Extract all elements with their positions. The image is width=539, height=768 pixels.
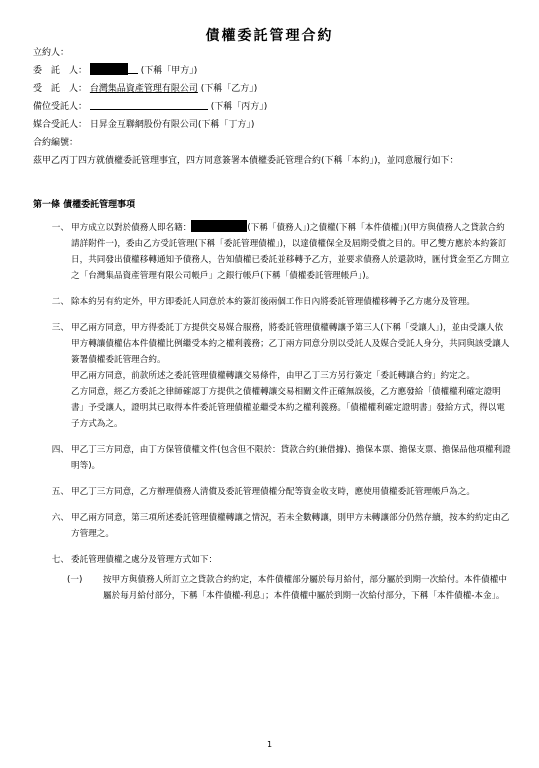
item-number: 一、 <box>51 223 69 233</box>
contract-no-label: 合約編號： <box>33 138 79 148</box>
item-paragraph: 甲乙兩方同意，甲方得委託丁方提供交易媒合服務，將委託管理債權轉讓予第三人(下稱「受讓人」)，並由受讓人依甲方轉讓債權佔本件債權比例繼受本約之權利義務；乙丁兩方同意分別以受託人及媒合受託人身分，共同與該受讓人簽署債權委託管理合約。 <box>71 323 510 365</box>
debtor-name-redacted <box>191 220 247 232</box>
platform-name: 日昇金互聯網股份有限公司(下稱「丁方」) <box>89 120 255 130</box>
item-paragraph: 乙方同意，經乙方委託之律師確認丁方提供之債權轉讓交易相關文件正確無誤後，乙方應發給「債權權利確定證明書」予受讓人，證明其已取得本件委託管理債權並繼受本約之權利義務。「債權權利確定證明書」發給方式，得以電子方式為之。 <box>71 387 505 429</box>
item-number: 七、 <box>51 555 69 565</box>
list-item <box>33 220 511 284</box>
item-number: 三、 <box>51 323 69 333</box>
item-number: 二、 <box>51 297 69 307</box>
item-paragraph: 甲乙丁三方同意，由丁方保管債權文件(包含但不限於：貸款合約(兼借據)、擔保本票、擔保支票、擔保品他項權利證明等)。 <box>71 445 511 471</box>
item-text-part: 甲方成立以對於債務人即名籍： <box>71 223 192 233</box>
document-title: 債權委託管理合約 <box>205 28 334 44</box>
item-text <box>71 220 511 284</box>
item-paragraph: 甲乙兩方同意，第三項所述委託管理債權轉讓之情況，若未全數轉讓，則甲方未轉讓部分仍然存續，按本約約定由乙方管理之。 <box>71 513 510 539</box>
parties-block <box>33 44 513 152</box>
list-item <box>33 484 511 500</box>
trustee-name: 台灣集品資產管理有限公司 <box>89 84 198 94</box>
item-paragraph: 委託管理債權之處分及管理方式如下： <box>71 555 218 565</box>
backup-row <box>33 98 513 116</box>
trustee-label: 受 託 人： <box>33 84 88 94</box>
sub-item-text: 按甲方與債務人所訂立之貸款合約約定，本件債權部分屬於每月給付，部分屬於到期一次給付。本件債權中屬於每月給付部分，下稱「本件債權-利息」；本件債權中屬於到期一次給付部分，下稱「本件債權-本金」。 <box>103 575 507 601</box>
page-number: 1 <box>266 740 273 749</box>
list-item <box>33 320 511 432</box>
principal-blank <box>128 62 138 74</box>
backup-blank <box>90 98 208 110</box>
article-heading: 第一條 債權委託管理事項 <box>33 200 136 210</box>
item-text <box>71 442 511 474</box>
item-text <box>71 320 511 432</box>
item-number: 四、 <box>51 445 69 455</box>
backup-suffix: (下稱「丙方」) <box>210 102 268 112</box>
principal-row <box>33 62 513 80</box>
list-item <box>33 552 511 568</box>
item-text-part: (下稱「債務人」)之債權(下稱「本件債權」)(甲方與債務人之貸款合約請詳附件一)，委由乙方受託管理(下稱「委託管理債權」)，以達債權保全及屆期受償之目的。甲乙雙方應於本約簽訂日，共同發出債權移轉通知予債務人，告知債權已委託並移轉予乙方，並要求債務人於還款時，匯付貸金至乙方開立之「台灣集品資產管理有限公司帳戶」之銀行帳戶(下稱「債權委託管理帳戶」)。 <box>71 223 510 281</box>
principal-name-redacted <box>90 63 128 75</box>
item-text <box>71 484 511 500</box>
sub-item-number: (一) <box>67 575 83 585</box>
item-text <box>71 552 511 568</box>
principal-label: 委 託 人： <box>33 66 88 76</box>
list-item <box>33 442 511 474</box>
principal-suffix: (下稱「甲方」) <box>140 66 198 76</box>
backup-label: 備位受託人： <box>33 102 88 112</box>
trustee-row <box>33 80 513 98</box>
item-text <box>71 294 511 310</box>
platform-label: 媒合受託人： <box>33 120 88 130</box>
item-paragraph: 除本約另有約定外，甲方即委託人同意於本約簽訂後兩個工作日內將委託管理債權移轉予乙方處分及管理。 <box>71 297 475 307</box>
article-items <box>33 220 511 604</box>
item-paragraph: 甲乙兩方同意，前款所述之委託管理債權轉讓交易條件，由甲乙丁三方另行簽定「委託轉讓合約」約定之。 <box>71 371 475 381</box>
signers-label: 立約人： <box>33 48 70 58</box>
list-item <box>33 510 511 542</box>
item-text <box>71 510 511 542</box>
sub-list-item <box>67 572 511 604</box>
item-paragraph: 甲乙丁三方同意，乙方辦理債務人清償及委託管理債權分配等資金收支時，應使用債權委託管理帳戶為之。 <box>71 487 475 497</box>
trustee-suffix: (下稱「乙方」) <box>200 84 258 94</box>
intro-paragraph: 茲甲乙丙丁四方就債權委託管理事宜，四方同意簽署本債權委託管理合約(下稱「本約」)，並同意履行如下： <box>33 156 459 166</box>
item-number: 六、 <box>51 513 69 523</box>
platform-row <box>33 116 513 134</box>
item-number: 五、 <box>51 487 69 497</box>
list-item <box>33 294 511 310</box>
